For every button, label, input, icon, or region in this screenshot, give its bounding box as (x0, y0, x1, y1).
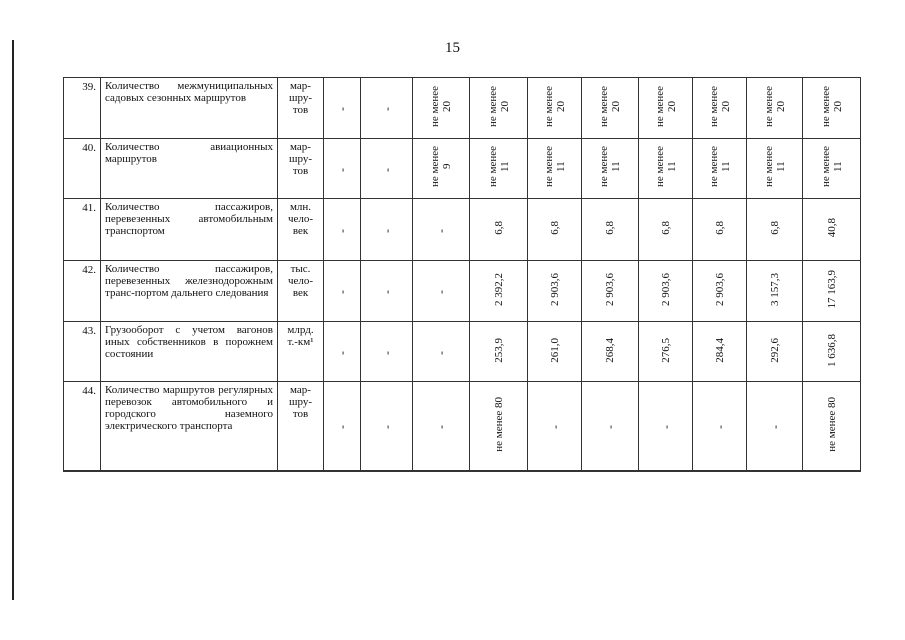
cell-value: 6,8 (548, 221, 561, 235)
cell-value: не менее 11 (598, 146, 622, 188)
page-number: 15 (445, 40, 460, 56)
dash-value: - (379, 350, 394, 355)
row-number: 40. (64, 139, 101, 199)
value-cell (639, 382, 693, 471)
unit-cell: мар- шру- тов (278, 382, 324, 471)
value-cell (747, 261, 803, 322)
dash-value: - (379, 424, 394, 429)
cell-value: 3 157,3 (768, 273, 781, 306)
value-cell (361, 261, 413, 322)
cell-value: 40,8 (825, 218, 838, 238)
value-cell (413, 199, 470, 261)
row-number: 39. (64, 78, 101, 139)
value-cell (639, 322, 693, 382)
value-cell (470, 382, 528, 471)
indicator-name: Количество авиационных маршрутов (101, 139, 278, 199)
value-cell (582, 261, 639, 322)
value-cell (413, 261, 470, 322)
cell-value: не менее 80 (492, 396, 505, 452)
value-cell (803, 322, 861, 382)
cell-value: не менее 80 (825, 396, 838, 452)
value-cell (639, 139, 693, 199)
cell-value: 276,5 (659, 337, 672, 363)
indicator-name: Количество пассажиров, перевезенных автомобильным транспортом (101, 199, 278, 261)
value-cell (470, 199, 528, 261)
row-number: 44. (64, 382, 101, 471)
value-cell (324, 199, 361, 261)
value-cell (693, 322, 747, 382)
value-cell (693, 261, 747, 322)
dash-value: - (434, 350, 448, 355)
unit-cell: млн. чело- век (278, 199, 324, 261)
indicator-name: Грузооборот с учетом вагонов иных собственников в порожнем состоянии (101, 322, 278, 382)
cell-value: 6,8 (604, 221, 616, 235)
value-cell (361, 322, 413, 382)
dash-value: - (335, 424, 349, 429)
value-cell (803, 139, 861, 199)
value-cell (582, 199, 639, 261)
value-cell (803, 261, 861, 322)
cell-value: не менее 9 (429, 146, 453, 188)
row-number: 42. (64, 261, 101, 322)
dash-value: - (379, 290, 394, 294)
unit-cell: мар- шру- тов (278, 78, 324, 139)
cell-value: не менее 20 (819, 85, 844, 127)
dash-value: - (379, 228, 394, 233)
value-cell (413, 139, 470, 199)
value-cell (747, 78, 803, 139)
cell-value: 1 636,8 (825, 333, 838, 367)
dash-value: - (712, 424, 727, 429)
value-cell (361, 382, 413, 471)
value-cell (324, 322, 361, 382)
table-row (64, 199, 861, 261)
cell-value: 268,4 (604, 337, 616, 363)
cell-value: не менее 20 (542, 85, 567, 127)
value-cell (324, 78, 361, 139)
cell-value: не менее 20 (762, 85, 787, 127)
indicator-name: Количество межмуниципальных садовых сезонных маршрутов (101, 78, 278, 139)
row-number: 43. (64, 322, 101, 382)
value-cell (582, 382, 639, 471)
value-cell (361, 78, 413, 139)
cell-value: не менее 20 (429, 85, 453, 127)
value-cell (361, 199, 413, 261)
value-cell (639, 78, 693, 139)
cell-value: не менее 20 (707, 85, 732, 127)
value-cell (361, 139, 413, 199)
cell-value: 261,0 (548, 337, 561, 363)
cell-value: 2 392,2 (492, 273, 505, 306)
table-row (64, 78, 861, 139)
value-cell (803, 78, 861, 139)
dash-value: - (335, 107, 349, 111)
dash-value: - (379, 167, 394, 172)
value-cell (747, 382, 803, 471)
value-cell (413, 78, 470, 139)
unit-cell: тыс. чело- век (278, 261, 324, 322)
value-cell (413, 382, 470, 471)
value-cell (528, 139, 582, 199)
indicators-table (63, 77, 861, 472)
value-cell (582, 139, 639, 199)
cell-value: 6,8 (713, 221, 726, 235)
cell-value: 284,4 (713, 337, 726, 363)
table-row (64, 382, 861, 471)
dash-value: - (335, 167, 349, 172)
cell-value: 253,9 (492, 337, 505, 363)
value-cell (639, 261, 693, 322)
value-cell (528, 322, 582, 382)
value-cell (470, 78, 528, 139)
value-cell (528, 199, 582, 261)
cell-value: не менее 20 (598, 85, 622, 127)
indicator-name: Количество пассажиров, перевезенных железнодорожным транс-портом дальнего следования (101, 261, 278, 322)
value-cell (528, 261, 582, 322)
dash-value: - (335, 350, 349, 355)
value-cell (470, 139, 528, 199)
value-cell (582, 322, 639, 382)
dash-value: - (434, 424, 448, 429)
cell-value: 17 163,9 (825, 270, 838, 309)
value-cell (803, 382, 861, 471)
dash-value: - (335, 228, 349, 233)
cell-value: 2 903,6 (604, 273, 616, 306)
value-cell (470, 322, 528, 382)
value-cell (413, 322, 470, 382)
dash-value: - (335, 290, 349, 294)
page-left-edge (12, 40, 14, 600)
cell-value: не менее 20 (653, 85, 678, 127)
dash-value: - (547, 424, 562, 429)
dash-value: - (603, 424, 617, 429)
value-cell (528, 78, 582, 139)
value-cell (639, 199, 693, 261)
value-cell (324, 139, 361, 199)
cell-value: 6,8 (768, 221, 781, 235)
value-cell (470, 261, 528, 322)
dash-value: - (434, 228, 448, 233)
table-row (64, 139, 861, 199)
value-cell (324, 261, 361, 322)
table-row (64, 261, 861, 322)
value-cell (528, 382, 582, 471)
cell-value: 2 903,6 (713, 273, 726, 306)
indicator-name: Количество маршрутов регулярных перевозок автомобильного и городского наземного электрического транспорта (101, 382, 278, 471)
cell-value: не менее 11 (762, 146, 787, 188)
value-cell (747, 322, 803, 382)
cell-value: 2 903,6 (548, 273, 561, 306)
dash-value: - (379, 107, 394, 111)
cell-value: не менее 11 (653, 146, 678, 188)
dash-value: - (434, 290, 448, 294)
row-number: 41. (64, 199, 101, 261)
value-cell (693, 382, 747, 471)
dash-value: - (767, 424, 782, 429)
cell-value: 292,6 (768, 337, 781, 363)
value-cell (582, 78, 639, 139)
cell-value: не менее 11 (707, 146, 732, 188)
unit-cell: млрд. т.-км¹ (278, 322, 324, 382)
value-cell (747, 139, 803, 199)
value-cell (747, 199, 803, 261)
dash-value: - (658, 424, 673, 429)
value-cell (693, 139, 747, 199)
cell-value: не менее 11 (819, 146, 844, 188)
table-row (64, 322, 861, 382)
value-cell (324, 382, 361, 471)
cell-value: не менее 20 (486, 85, 511, 127)
value-cell (693, 199, 747, 261)
unit-cell: мар- шру- тов (278, 139, 324, 199)
cell-value: 6,8 (492, 221, 505, 235)
value-cell (803, 199, 861, 261)
cell-value: 2 903,6 (659, 273, 672, 306)
cell-value: 6,8 (659, 221, 672, 235)
cell-value: не менее 11 (486, 146, 511, 188)
value-cell (693, 78, 747, 139)
cell-value: не менее 11 (542, 146, 567, 188)
